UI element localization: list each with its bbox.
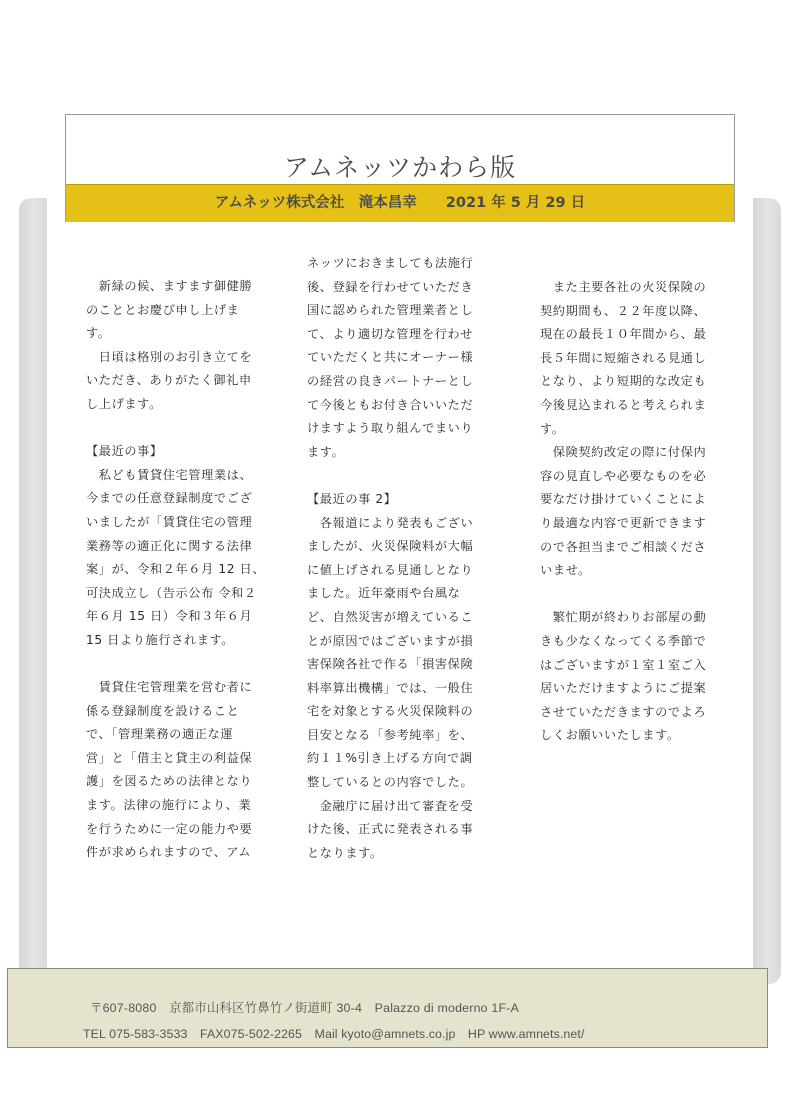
article-line: となります。 <box>307 845 383 860</box>
article-line: す。 <box>86 326 111 341</box>
article-line: 保険契約改定の際に付保内 <box>540 445 707 460</box>
article-line: 営」と「借主と貸主の利益保 <box>86 750 253 765</box>
article-line: いませ。 <box>540 563 591 578</box>
article-line <box>86 653 270 677</box>
article-line: 可決成立し（告示公布 令和２ <box>86 585 257 600</box>
article-line: いましたが「賃貸住宅の管理 <box>86 514 253 529</box>
article-line <box>540 583 722 607</box>
article-line: ネッツにおきましても法施行 <box>307 256 474 270</box>
article-column-2 <box>307 252 487 865</box>
article-line: けた後、正式に発表される事 <box>307 822 474 837</box>
article-line: ます。 <box>307 444 345 459</box>
article-line: て今後ともお付き合いいただ <box>307 397 474 412</box>
article-line: 国に認められた管理業者とし <box>307 303 474 318</box>
article-line: 今後見込まれると考えられま <box>540 397 707 412</box>
article-line: いただき、ありがたく御礼申 <box>86 373 252 388</box>
article-line: 私ども賃貸住宅管理業は、 <box>86 467 253 482</box>
article-line: ましたが、火災保険料が大幅 <box>307 539 474 554</box>
article-line: で、「管理業務の適正な運 <box>86 727 234 742</box>
page-frame-left <box>19 198 47 984</box>
footer-address: 〒607-8080 京都市山科区竹鼻竹ノ街道町 30-4 Palazzo di moderno 1F-A <box>90 1001 520 1015</box>
article-line <box>86 417 270 441</box>
article-line: 係る登録制度を設けること <box>86 703 240 718</box>
article-line: 要なだけ掛けていくことによ <box>540 492 707 507</box>
article-column-1 <box>86 275 270 865</box>
article-line: の経営の良きパートナーとし <box>307 373 474 388</box>
article-line: に値上げされる見通しとなり <box>307 562 474 577</box>
article-line: ので各担当までご相談くださ <box>540 539 707 554</box>
article-line: となり、より短期的な改定も <box>540 374 707 389</box>
article-line: 害保険各社で作る「損害保険 <box>307 657 474 672</box>
article-line: 容の見直しや必要なものを必 <box>540 468 707 483</box>
article-line: のこととお慶び申し上げま <box>86 302 240 317</box>
article-line: 契約期間も、２２年度以降、 <box>540 303 707 318</box>
newsletter-byline: アムネッツ株式会社 滝本昌幸 2021 年 5 月 29 日 <box>66 184 734 222</box>
article-line: しくお願いいたします。 <box>540 728 680 743</box>
article-line: ていただくと共にオーナー様 <box>307 350 474 365</box>
article-line: 案」が、令和２年６月 12 日、 <box>86 562 266 577</box>
article-line: 目安となる「参考純率」を、 <box>307 727 474 742</box>
contact-footer <box>7 968 768 1048</box>
article-line: 今までの任意登録制度でござ <box>86 491 253 506</box>
article-line: 後、登録を行わせていただき <box>307 279 474 294</box>
article-line: 金融庁に届け出て審査を受 <box>307 798 474 813</box>
article-line: 繁忙期が終わりお部屋の動 <box>540 610 707 625</box>
article-line: けますよう取り組んでまいり <box>307 421 474 436</box>
article-line: 15 日より施行されます。 <box>86 632 235 647</box>
article-line: 件が求められますので、アム <box>86 845 252 860</box>
newsletter-title: アムネッツかわら版 <box>283 153 517 182</box>
article-line <box>307 464 487 488</box>
article-line: させていただきますのでよろ <box>540 704 707 719</box>
article-line: 長５年間に短縮される見通し <box>540 350 707 365</box>
article-line: 各報道により発表もござい <box>307 515 474 530</box>
footer-contact: TEL 075-583-3533 FAX075-502-2265 Mail kyoto@amnets.co.jp HP www.amnets.net/ <box>83 1027 585 1041</box>
article-line: す。 <box>540 421 565 436</box>
article-line: きも少なくなってくる季節で <box>540 633 707 648</box>
article-line: ました。近年豪雨や台風な <box>307 586 461 601</box>
article-line: はございますが１室１室ご入 <box>540 657 707 672</box>
article-line: て、より適切な管理を行わせ <box>307 326 473 341</box>
article-line: 【最近の事 2】 <box>307 491 397 506</box>
article-line: また主要各社の火災保険の <box>540 280 707 294</box>
article-line: を行うために一定の能力や要 <box>86 821 253 836</box>
article-line: 料率算出機構」では、一般住 <box>307 680 474 695</box>
article-line: 業務等の適正化に関する法律 <box>86 538 253 553</box>
article-line: 現在の最長１０年間から、最 <box>540 327 707 342</box>
article-line: 年６月 15 日）令和３年６月 <box>86 609 253 624</box>
article-line: 【最近の事】 <box>86 444 163 459</box>
article-line: 新緑の候、ますます御健勝 <box>86 279 253 293</box>
article-line: 約１１%引き上げる方向で調 <box>307 751 473 766</box>
page-frame-right <box>753 198 781 984</box>
article-line: 賃貸住宅管理業を営む者に <box>86 680 253 695</box>
article-line: 護」を図るための法律となり <box>86 774 253 789</box>
article-line: ます。法律の施行により、業 <box>86 798 252 813</box>
article-line: し上げます。 <box>86 396 162 411</box>
article-line: 整しているとの内容でした。 <box>307 775 474 790</box>
newsletter-header <box>65 114 735 222</box>
article-line: 日頃は格別のお引き立てを <box>86 349 253 364</box>
article-line: ど、自然災害が増えているこ <box>307 609 474 624</box>
article-line: とが原因ではございますが損 <box>307 633 474 648</box>
article-line: 宅を対象とする火災保険料の <box>307 704 474 719</box>
article-line: 居いただけますようにご提案 <box>540 681 707 696</box>
article-column-3 <box>540 276 722 748</box>
article-line: り最適な内容で更新できます <box>540 515 707 530</box>
